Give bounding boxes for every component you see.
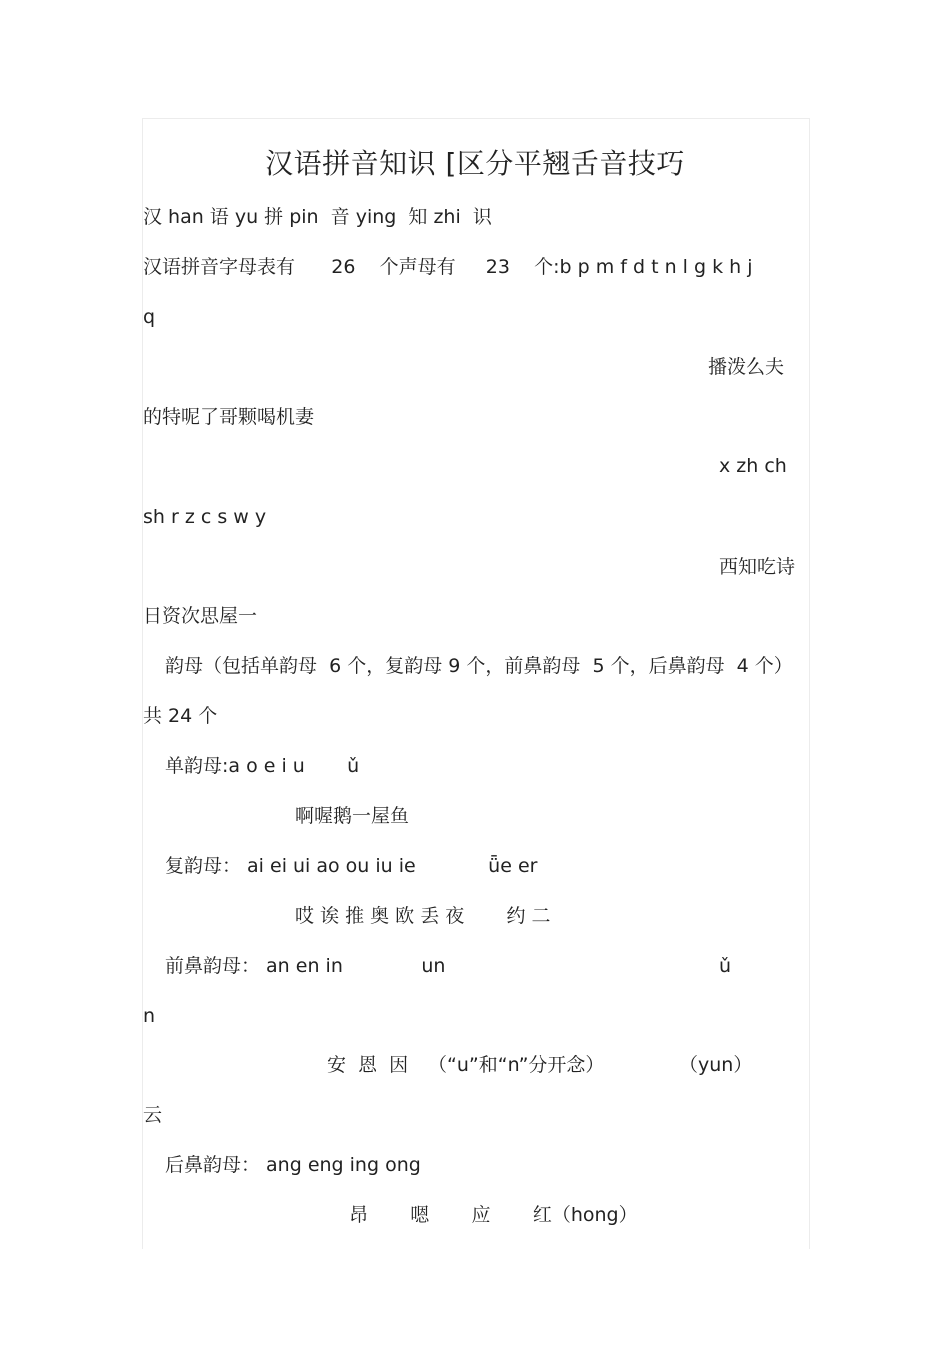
text-line: 播泼么夫 [708, 356, 785, 378]
page-border [142, 118, 810, 1249]
text-line: q [143, 306, 156, 328]
text-line: 昂 嗯 应 红（hong） [349, 1204, 638, 1226]
text-line: x zh ch [719, 455, 787, 477]
text-line: 西知吃诗 [719, 556, 796, 578]
text-line: （“u”和“n”分开念） [428, 1054, 605, 1076]
text-line: 韵母（包括单韵母 6 个，复韵母 9 个，前鼻韵母 5 个，后鼻韵母 4 个） [165, 655, 793, 677]
text-line: 汉语拼音字母表有 26 个声母有 23 个:b p m f d t n l g k h j [143, 256, 753, 278]
text-line: 云 [143, 1104, 163, 1126]
text-line: 汉 han 语 yu 拼 pin 音 ying 知 zhi 识 [143, 206, 492, 228]
text-line: 啊喔鹅一屋鱼 [295, 805, 410, 827]
text-line: sh r z c s w y [143, 506, 267, 528]
text-line: 安 恩 因 [327, 1054, 409, 1076]
text-line: 后鼻韵母： ang eng ing ong [165, 1154, 421, 1176]
text-line: n [143, 1005, 156, 1027]
text-line: 复韵母： ai ei ui ao ou iu ie ǖe er [165, 855, 538, 877]
text-line: 前鼻韵母： an en in un [165, 955, 446, 977]
document-title: 汉语拼音知识 [区分平翘舌音技巧 [265, 147, 685, 180]
text-line: （yun） [679, 1054, 753, 1076]
text-line: ǔ [719, 955, 732, 977]
text-line: 共 24 个 [143, 705, 218, 727]
text-line: 的特呢了哥颗喝机妻 [143, 406, 315, 428]
text-line: 日资次思屋一 [143, 605, 258, 627]
text-line: 哎 诶 推 奥 欧 丢 夜 约 二 [295, 905, 551, 927]
text-line: 单韵母:a o e i u ǔ [165, 755, 360, 777]
